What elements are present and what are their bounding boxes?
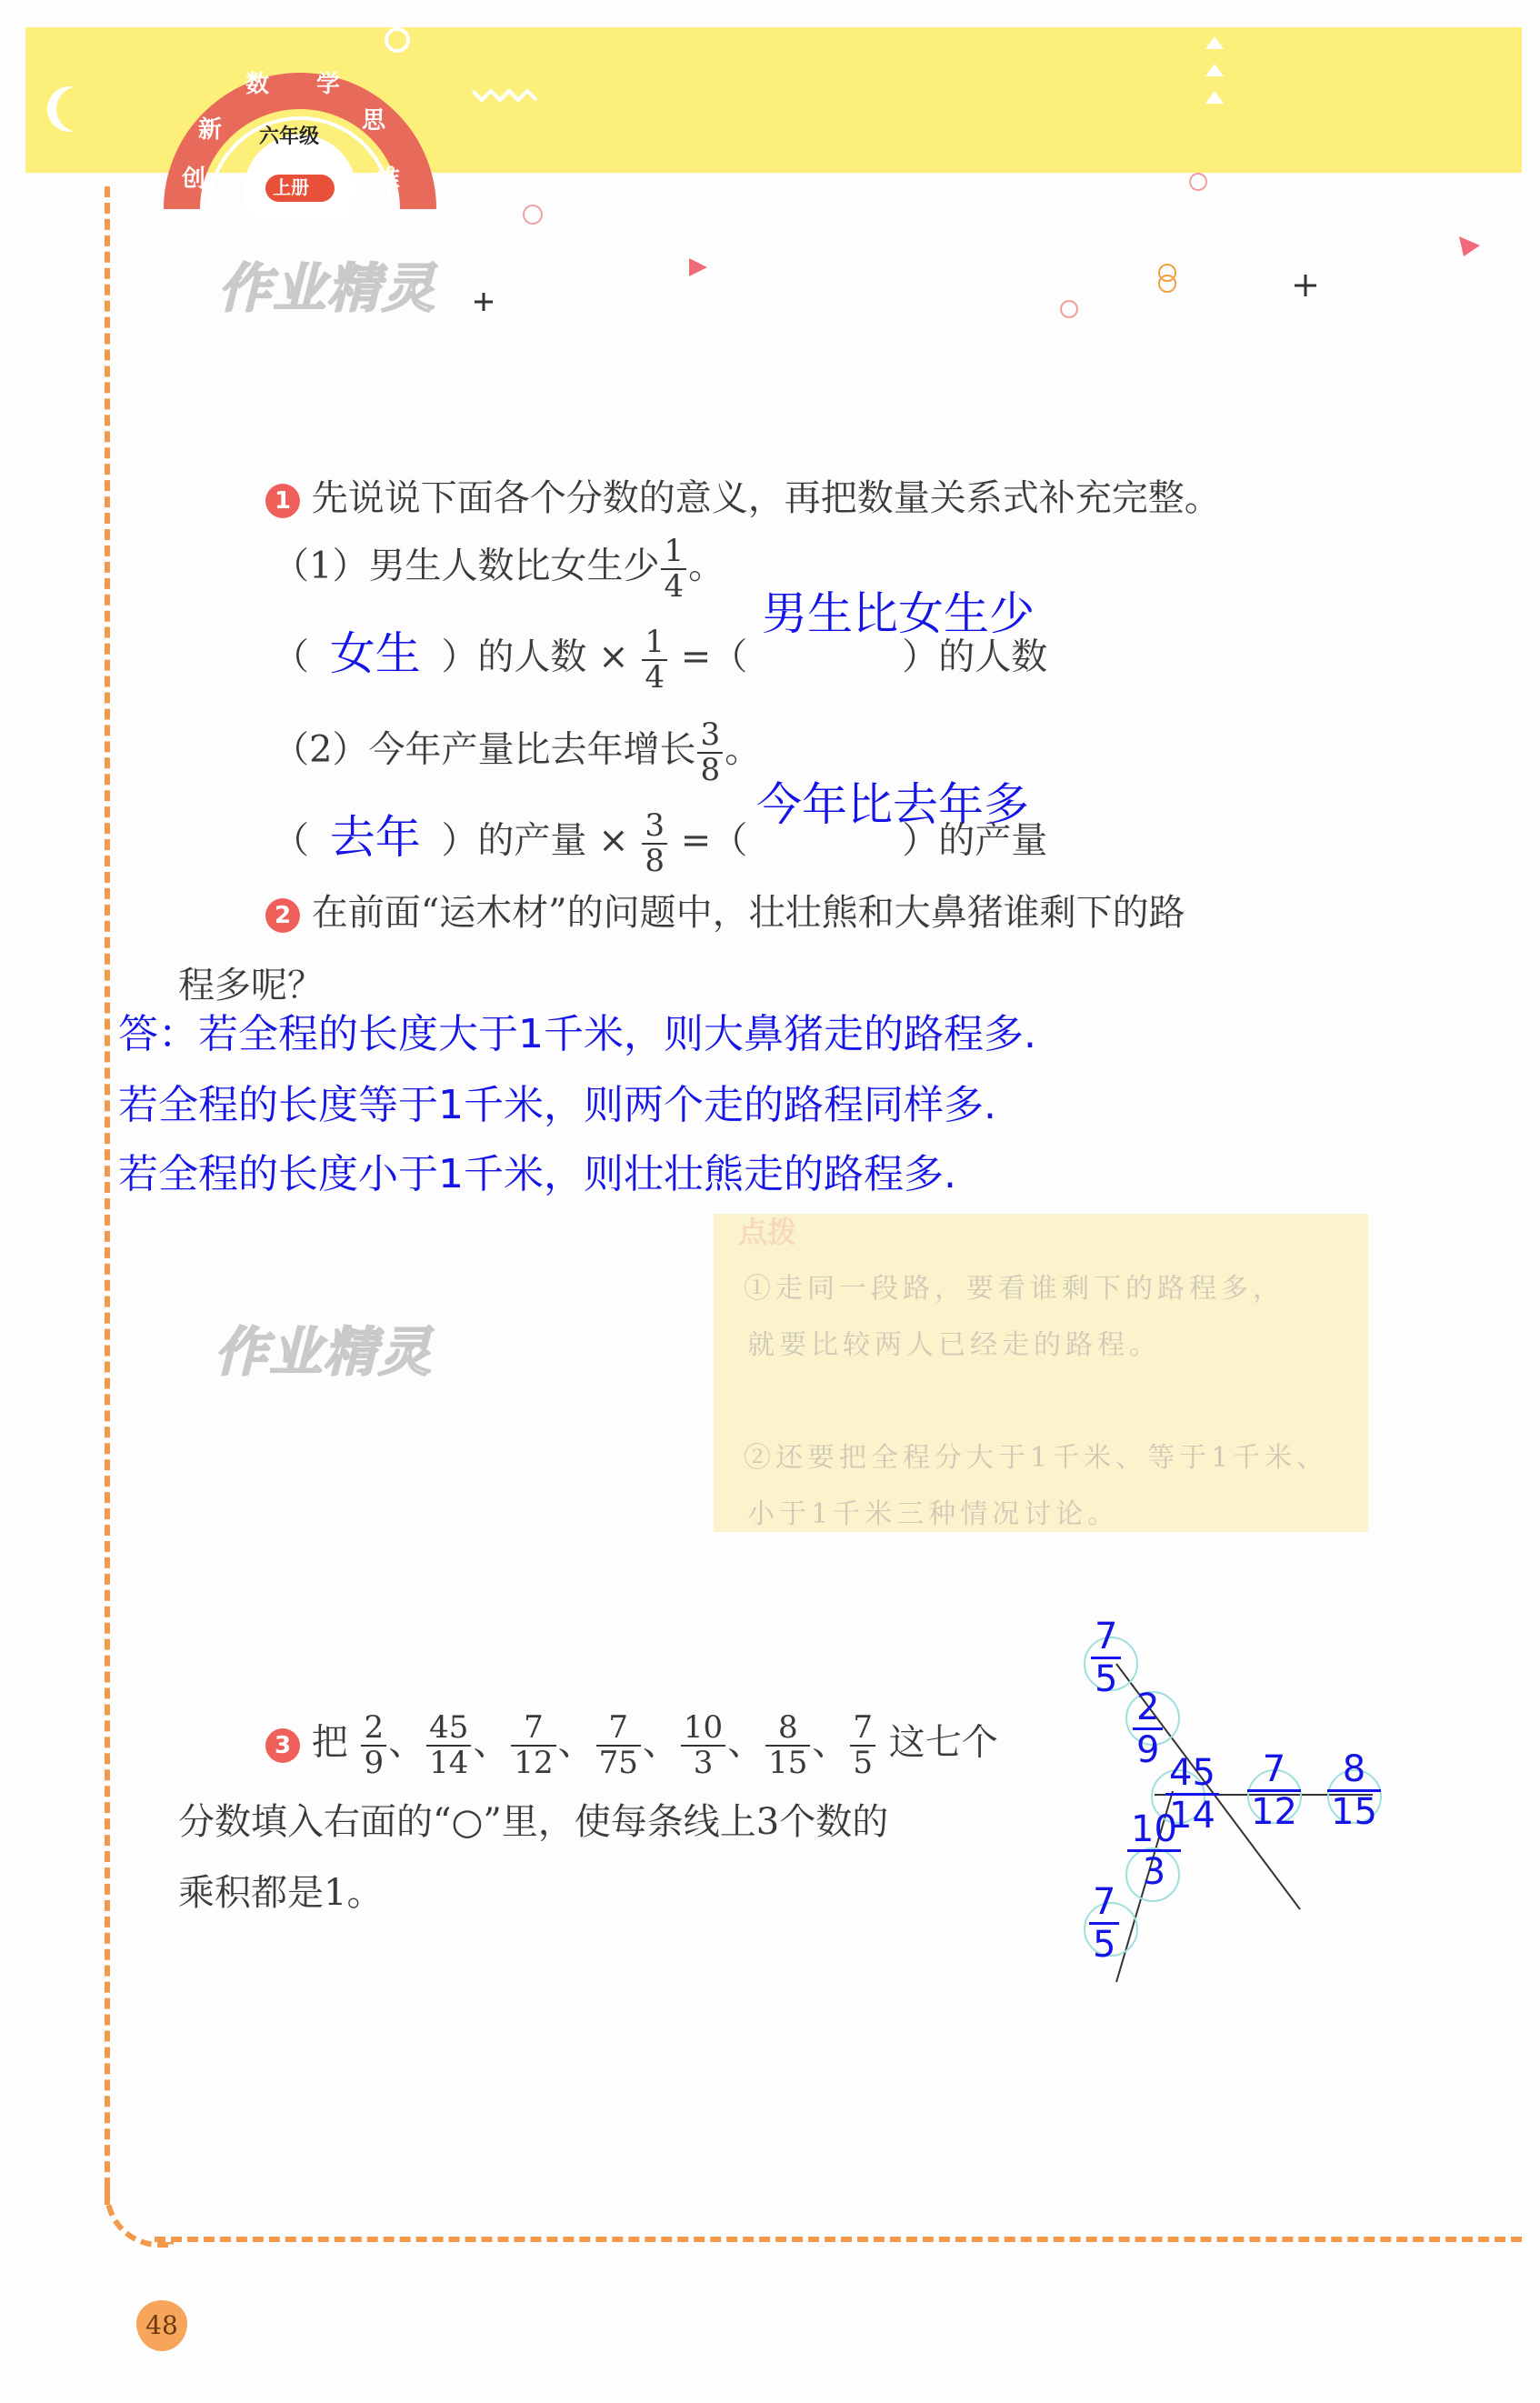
pink-triangle-icon <box>1459 236 1480 256</box>
denominator: 8 <box>700 751 721 788</box>
badge-char-2: 数 <box>245 71 270 98</box>
numerator: 10 <box>681 1711 725 1747</box>
numerator: 7 <box>596 1711 641 1747</box>
q1-p1-formula <box>273 626 1047 694</box>
punct: 。 <box>688 545 725 587</box>
denominator: 14 <box>1169 1795 1215 1837</box>
numerator: 3 <box>697 718 723 754</box>
denominator: 3 <box>1142 1851 1166 1893</box>
sep: 、 <box>388 1721 425 1764</box>
sep: 、 <box>727 1721 765 1764</box>
q1-prompt-text: 先说说下面各个分数的意义，再把数量关系式补充完整。 <box>311 477 1221 519</box>
triangle-icon <box>1205 64 1224 76</box>
q1-p1-answer-a: 女生 <box>329 626 421 680</box>
badge-char-right: 维 <box>376 165 401 193</box>
denominator: 12 <box>1251 1791 1297 1833</box>
fraction <box>681 1711 725 1779</box>
fraction <box>596 1711 641 1779</box>
fraction <box>511 1711 555 1779</box>
denominator: 15 <box>1331 1791 1377 1833</box>
q2-answer-3: 若全程的长度小于1千米，则壮壮熊走的路程多. <box>118 1151 956 1197</box>
diagram-answer-g <box>1089 1882 1119 1965</box>
q1-p2-formula <box>273 809 1047 877</box>
denominator: 5 <box>853 1744 874 1781</box>
frame-left <box>105 186 110 2205</box>
numerator: 2 <box>1133 1687 1163 1730</box>
badge-char-1: 新 <box>198 116 223 144</box>
tip-line: 小于1千米三种情况讨论。 <box>747 1498 1120 1530</box>
ring-icon <box>386 29 408 51</box>
zigzag-icon <box>473 91 536 100</box>
denominator: 75 <box>598 1744 638 1781</box>
paren-open: （ <box>273 819 309 862</box>
tip-line: ②还要把全程分大于1千米、等于1千米、 <box>744 1442 1329 1474</box>
q3-line1 <box>265 1711 998 1779</box>
q2-line1-text: 在前面“运木材”的问题中，壮壮熊和大鼻猪谁剩下的路 <box>311 892 1185 934</box>
denominator: 3 <box>693 1744 714 1781</box>
denominator: 9 <box>364 1744 385 1781</box>
formula-eq: =（ <box>680 636 748 678</box>
diagram-answer-f <box>1127 1809 1181 1892</box>
q2-answer-2: 若全程的长度等于1千米，则两个走的路程同样多. <box>118 1082 996 1128</box>
page-number: 48 <box>136 2300 187 2351</box>
numerator: 1 <box>642 626 667 661</box>
triangle-icon <box>1205 36 1224 49</box>
denominator: 12 <box>514 1744 554 1781</box>
numerator: 45 <box>426 1711 471 1747</box>
paren-open: （ <box>273 636 309 678</box>
formula-right: ）的人数 <box>902 636 1048 678</box>
q3-number: 3 <box>265 1728 300 1763</box>
pink-triangle-icon <box>689 258 707 276</box>
formula-right: ）的产量 <box>902 819 1048 862</box>
numerator: 7 <box>1091 1617 1121 1659</box>
numerator: 2 <box>361 1711 386 1747</box>
ring-icon <box>524 205 542 224</box>
fraction <box>361 1711 386 1779</box>
ring-icon <box>1159 275 1175 292</box>
q1-p1-answer-b: 男生比女生少 <box>762 587 1035 640</box>
triangle-icon <box>1205 91 1224 104</box>
ring-icon <box>1190 174 1206 190</box>
q1-prompt <box>265 477 1221 519</box>
denominator: 15 <box>768 1744 808 1781</box>
q3-word-prefix: 把 <box>311 1721 348 1764</box>
fraction <box>642 626 667 694</box>
denominator: 14 <box>429 1744 469 1781</box>
formula-mid: ）的人数 × <box>441 636 629 678</box>
formula-mid: ）的产量 × <box>441 819 629 862</box>
watermark: 作业精灵 <box>218 257 437 319</box>
badge-char-4: 思 <box>362 107 386 135</box>
numerator: 1 <box>661 535 686 570</box>
tip-box <box>714 1214 1368 1532</box>
denominator: 5 <box>1095 1658 1118 1700</box>
ring-icon <box>1061 301 1077 317</box>
q1-p1-stmt-text: （1）男生人数比女生少 <box>273 545 660 587</box>
fraction <box>426 1711 471 1779</box>
badge-volume: 上册 <box>273 176 309 198</box>
frame-bottom <box>155 2237 1522 2242</box>
watermark: 作业精灵 <box>215 1321 434 1383</box>
q3-word-suffix: 这七个 <box>888 1721 998 1764</box>
diagram-answer-a <box>1091 1617 1121 1699</box>
fraction <box>850 1711 875 1779</box>
sep: 、 <box>642 1721 679 1764</box>
sep: 、 <box>812 1721 849 1764</box>
numerator: 3 <box>642 809 667 845</box>
plus-icon <box>475 293 493 311</box>
tip-line: 就要比较两人已经走的路程。 <box>747 1329 1161 1361</box>
numerator: 8 <box>1327 1749 1381 1792</box>
fraction <box>765 1711 810 1779</box>
badge-grade: 六年级 <box>259 125 320 148</box>
q3-line2: 分数填入右面的“○”里，使每条线上3个数的 <box>178 1801 889 1843</box>
diagram-answer-e <box>1327 1749 1381 1832</box>
q2-number: 2 <box>265 898 300 933</box>
denominator: 8 <box>645 842 665 879</box>
denominator: 9 <box>1136 1729 1160 1771</box>
tip-line: ①走同一段路，要看谁剩下的路程多， <box>744 1273 1285 1305</box>
denominator: 4 <box>645 658 665 696</box>
q1-p2-answer-a: 去年 <box>329 810 421 864</box>
sep: 、 <box>473 1721 510 1764</box>
fraction <box>642 809 667 877</box>
q1-p2-statement <box>273 718 761 786</box>
denominator: 5 <box>1093 1924 1116 1966</box>
formula-eq: =（ <box>680 819 748 862</box>
badge-char-left: 创 <box>182 165 206 193</box>
badge-char-3: 学 <box>316 71 341 98</box>
q2-line2: 程多呢？ <box>178 965 324 1006</box>
numerator: 45 <box>1165 1753 1219 1796</box>
q1-p1-statement <box>273 535 725 603</box>
q2-line1 <box>265 892 1185 934</box>
sep: 、 <box>557 1721 595 1764</box>
diagram-answer-b <box>1133 1687 1163 1770</box>
numerator: 7 <box>850 1711 875 1747</box>
numerator: 7 <box>511 1711 555 1747</box>
fraction <box>697 718 723 786</box>
q1-p2-stmt-text: （2）今年产量比去年增长 <box>273 728 696 771</box>
punct: 。 <box>725 728 762 771</box>
q1-p2-answer-b: 今年比去年多 <box>756 778 1029 831</box>
fraction <box>661 535 686 603</box>
numerator: 7 <box>1247 1749 1301 1792</box>
denominator: 4 <box>664 567 685 605</box>
diagram-answer-d <box>1247 1749 1301 1832</box>
plus-icon <box>1295 275 1316 296</box>
numerator: 10 <box>1127 1809 1181 1852</box>
q2-answer-1: 答：若全程的长度大于1千米，则大鼻猪走的路程多. <box>118 1011 1036 1057</box>
tip-title: 点拨 <box>738 1215 797 1249</box>
q1-number: 1 <box>265 484 300 518</box>
numerator: 8 <box>765 1711 810 1747</box>
numerator: 7 <box>1089 1882 1119 1925</box>
q3-line3: 乘积都是1。 <box>178 1872 384 1914</box>
